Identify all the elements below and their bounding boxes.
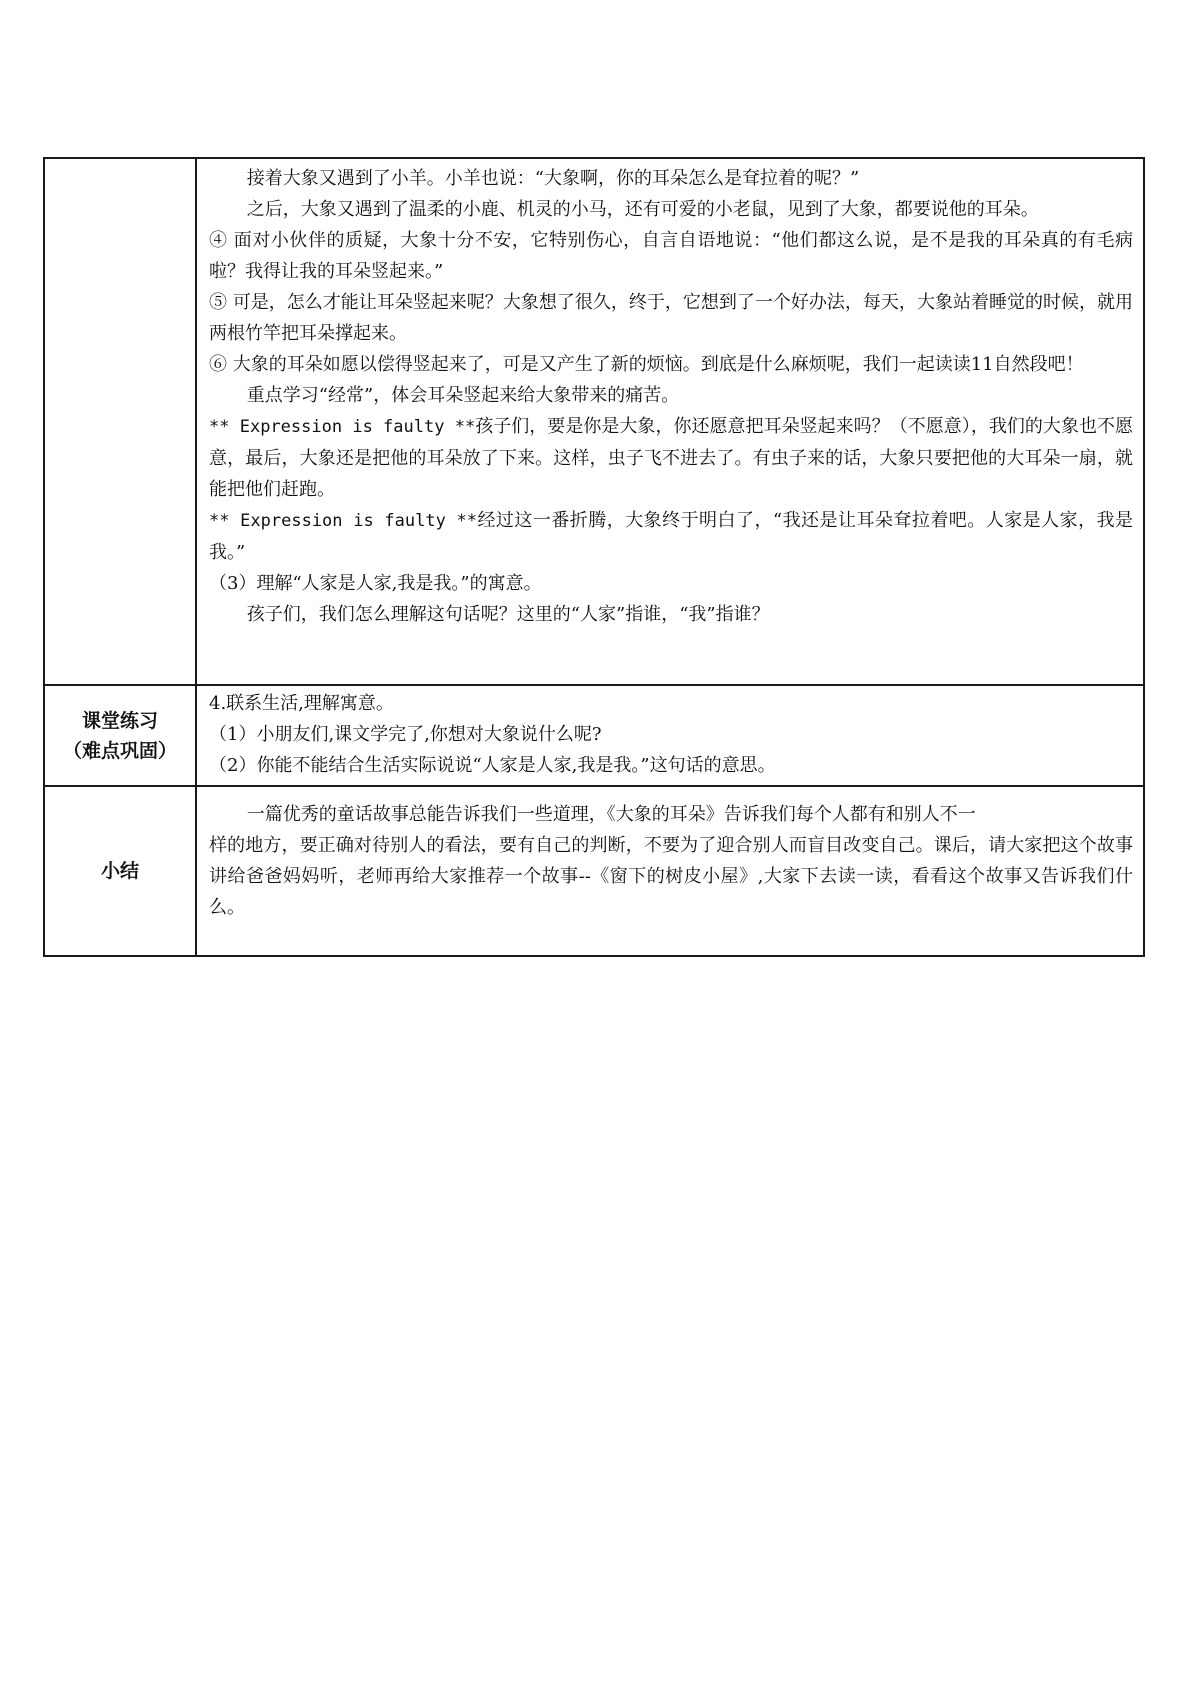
paragraph-step-4: ④ 面对小伙伴的质疑，大象十分不安，它特别伤心，自言自语地说：“他们都这么说，是不是我的耳朵真的有毛病啦？我得让我的耳朵竖起来。” xyxy=(209,230,1133,282)
summary-label-cell xyxy=(44,786,196,956)
paragraph-elephant-realizes xyxy=(209,505,1133,568)
practice-item-1: （1）小朋友们,课文学完了,你想对大象说什么呢? xyxy=(209,724,602,745)
paragraph-understand-moral: （3）理解“人家是人家,我是我。”的寓意。 xyxy=(209,573,542,594)
paragraph-other-animals: 之后，大象又遇到了温柔的小鹿、机灵的小马，还有可爱的小老鼠，见到了大象，都要说他的耳朵。 xyxy=(246,199,1039,220)
paragraph-question-children xyxy=(209,411,1133,505)
practice-label: 课堂练习 xyxy=(81,709,158,732)
paragraph-question-text: 孩子们，要是你是大象，你还愿意把耳朵竖起来吗？（不愿意），我们的大象也不愿意，最后，大象还是把他的耳朵放了下来。这样，虫子飞不进去了。有虫子来的话，大象只要把他的大耳朵一扇，就能把他们赶跑。 xyxy=(209,416,1134,500)
error-marker: ** Expression is faulty ** xyxy=(209,417,476,437)
teaching-process-content xyxy=(196,158,1144,685)
summary-paragraph-2: 样的地方，要正确对待别人的看法，要有自己的判断，不要为了迎合别人而盲目改变自己。课后，请大家把这个故事讲给爸爸妈妈听，老师再给大家推荐一个故事--《窗下的树皮小屋》,大家下去读一读，看看这个故事又告诉我们什么。 xyxy=(209,835,1133,918)
teaching-process-label-cell xyxy=(44,158,196,685)
summary-row xyxy=(44,786,1144,956)
paragraph-sheep: 接着大象又遇到了小羊。小羊也说：“大象啊，你的耳朵怎么是耷拉着的呢？” xyxy=(246,168,860,189)
practice-item-2: （2）你能不能结合生活实际说说“人家是人家,我是我。”这句话的意思。 xyxy=(209,755,776,776)
practice-item-heading: 4.联系生活,理解寓意。 xyxy=(209,693,394,714)
lesson-plan-table xyxy=(43,157,1145,957)
error-marker: ** Expression is faulty ** xyxy=(209,511,477,531)
paragraph-realizes-text: 经过这一番折腾，大象终于明白了，“我还是让耳朵耷拉着吧。人家是人家，我是我。” xyxy=(209,510,1134,563)
practice-sublabel: （难点巩固） xyxy=(62,739,177,762)
summary-content xyxy=(196,786,1144,956)
practice-row xyxy=(44,685,1144,786)
teaching-process-row xyxy=(44,158,1144,685)
paragraph-key-word: 重点学习“经常”，体会耳朵竖起来给大象带来的痛苦。 xyxy=(246,385,680,406)
paragraph-step-6: ⑥ 大象的耳朵如愿以偿得竖起来了，可是又产生了新的烦恼。到底是什么麻烦呢，我们一起读读11自然段吧！ xyxy=(209,354,1084,375)
practice-content xyxy=(196,685,1144,786)
paragraph-step-5: ⑤ 可是，怎么才能让耳朵竖起来呢？大象想了很久，终于，它想到了一个好办法，每天，大象站着睡觉的时候，就用两根竹竿把耳朵撑起来。 xyxy=(209,292,1133,344)
paragraph-who-is-who: 孩子们，我们怎么理解这句话呢？这里的“人家”指谁，“我”指谁？ xyxy=(246,604,770,625)
practice-label-cell xyxy=(44,685,196,786)
summary-label: 小结 xyxy=(100,860,139,882)
summary-paragraph-1: 一篇优秀的童话故事总能告诉我们一些道理，《大象的耳朵》告诉我们每个人都有和别人不一 xyxy=(246,804,976,825)
